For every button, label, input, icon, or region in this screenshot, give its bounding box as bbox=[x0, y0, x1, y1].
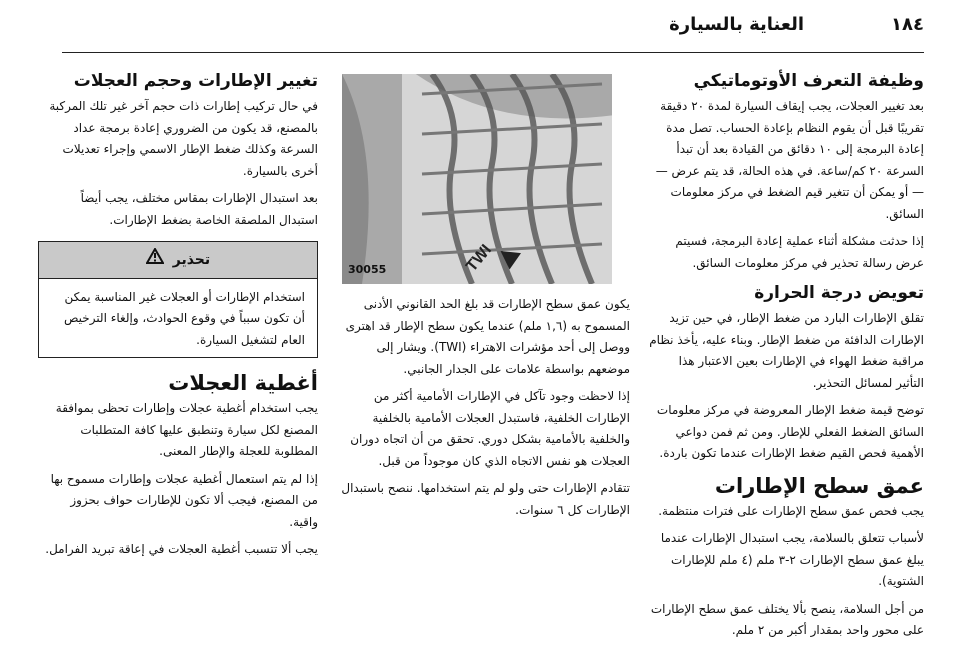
paragraph: بعد تغيير العجلات، يجب إيقاف السيارة لمدة ٢٠ دقيقة تقريبًا قبل أن يقوم النظام بإعادة الحساب. تصل مدة إعادة البرمجة إلى ١٠ دقائق من القيادة بعد أن تبدأ السرعة ٢٠ كم/ساعة. في هذه الحالة، قد يتم عرض — — أو يمكن أن تتغير قيم الضغط في مركز معلومات السائق. bbox=[655, 99, 924, 221]
paragraph: يكون عمق سطح الإطارات قد بلغ الحد القانوني الأدنى المسموح به (١,٦ ملم) عندما يكون سطح الإطار قد اهترى ووصل إلى أحد مؤشرات الاهتراء (TWI). ويشار إلى موضعهم بواسطة علامات على الجدار الجانبي. bbox=[345, 297, 630, 376]
twi-label: TWI bbox=[463, 241, 496, 276]
paragraph: إذا لاحظت وجود تآكل في الإطارات الأمامية أكثر من الإطارات الخلفية، فاستبدل العجلات الأمامية بالخلفية والخلفية بالأمامية بشكل دوري. تحقق من أن اتجاه دوران العجلات هو نفس الاتجاه الذي كان موجوداً من قبل. bbox=[350, 389, 630, 468]
left-column bbox=[38, 62, 318, 567]
figure-ref-number: 30055 bbox=[348, 262, 387, 276]
warning-title: تحذير bbox=[172, 251, 211, 268]
paragraph: تقلق الإطارات البارد من ضغط الإطار، في حين تزيد الإطارات الدافئة من ضغط الإطار. وبناء عليه، يأخذ نظام مراقبة ضغط الهواء في الإطارات بعين الاعتبار هذا التأثير لمسائل التحذير. bbox=[649, 311, 924, 390]
paragraph: يجب استخدام أغطية عجلات وإطارات تحظى بموافقة المصنع لكل سيارة وتنطبق عليها كافة المتطلبات المطلوبة للعجلة والإطار المعنى. bbox=[55, 401, 318, 458]
heading-auto-learn: وظيفة التعرف الأوتوماتيكي bbox=[693, 71, 924, 91]
warning-box bbox=[38, 241, 318, 358]
header-rule bbox=[62, 52, 924, 53]
right-column bbox=[648, 62, 924, 648]
paragraph: من أجل السلامة، ينصح بألا يختلف عمق سطح الإطارات على محور واحد بمقدار أكبر من ٢ ملم. bbox=[650, 601, 924, 637]
paragraph: يجب ألا تتسبب أغطية العجلات في إعاقة تبريد الفرامل. bbox=[45, 542, 318, 556]
paragraph: تتقادم الإطارات حتى ولو لم يتم استخدامها. ننصح باستبدال الإطارات كل ٦ سنوات. bbox=[341, 481, 630, 517]
warning-header bbox=[39, 242, 317, 279]
section-title: العناية بالسيارة bbox=[669, 14, 804, 35]
heading-temperature: تعويض درجة الحرارة bbox=[754, 283, 924, 303]
paragraph: توضح قيمة ضغط الإطار المعروضة في مركز معلومات السائق الضغط الفعلي للإطار. ومن ثم فمن دواعي الأهمية فحص القيم ضغط الإطارات عندما تكون باردة. bbox=[656, 403, 924, 460]
paragraph: إذا لم يتم استعمال أغطية عجلات وإطارات مسموح بها من المصنع، فيجب ألا تكون للإطارات حواف بحزوز واقية. bbox=[50, 471, 318, 529]
heading-tyre-change: تغيير الإطارات وحجم العجلات bbox=[73, 71, 318, 91]
middle-column bbox=[336, 62, 630, 527]
page-number: ١٨٤ bbox=[891, 14, 924, 35]
warning-triangle-icon bbox=[146, 248, 164, 272]
tyre-tread-drawing bbox=[342, 74, 612, 284]
paragraph: لأسباب تتعلق بالسلامة، يجب استبدال الإطارات عندما يبلغ عمق سطح الإطارات ٢-٣ ملم (٤ ملم للإطارات الشتوية). bbox=[660, 531, 924, 588]
heading-wheel-covers: أغطية العجلات bbox=[168, 371, 318, 395]
paragraph: إذا حدثت مشكلة أثناء عملية إعادة البرمجة، فسيتم عرض رسالة تحذير في مركز معلومات السائق. bbox=[675, 234, 924, 270]
warning-body: استخدام الإطارات أو العجلات غير المناسبة يمكن أن تكون سبباً في وقوع الحوادث، وإلغاء الترخيص العام لتشغيل السيارة. bbox=[63, 289, 305, 347]
paragraph: بعد استبدال الإطارات بمقاس مختلف، يجب أيضاً استبدال الملصقة الخاصة بضغط الإطارات. bbox=[80, 191, 318, 227]
paragraph: في حال تركيب إطارات ذات حجم آخر غير تلك المركبة بالمصنع، قد يكون من الضروري إعادة برمجة عداد السرعة وكذلك ضغط الإطار الاسمي وإجراء تعديلات أخرى بالسيارة. bbox=[49, 99, 318, 178]
heading-tread-depth: عمق سطح الإطارات bbox=[714, 473, 924, 498]
paragraph: يجب فحص عمق سطح الإطارات على فترات منتظمة. bbox=[658, 503, 924, 518]
tyre-tread-illustration bbox=[342, 74, 612, 284]
page-header bbox=[62, 8, 924, 48]
